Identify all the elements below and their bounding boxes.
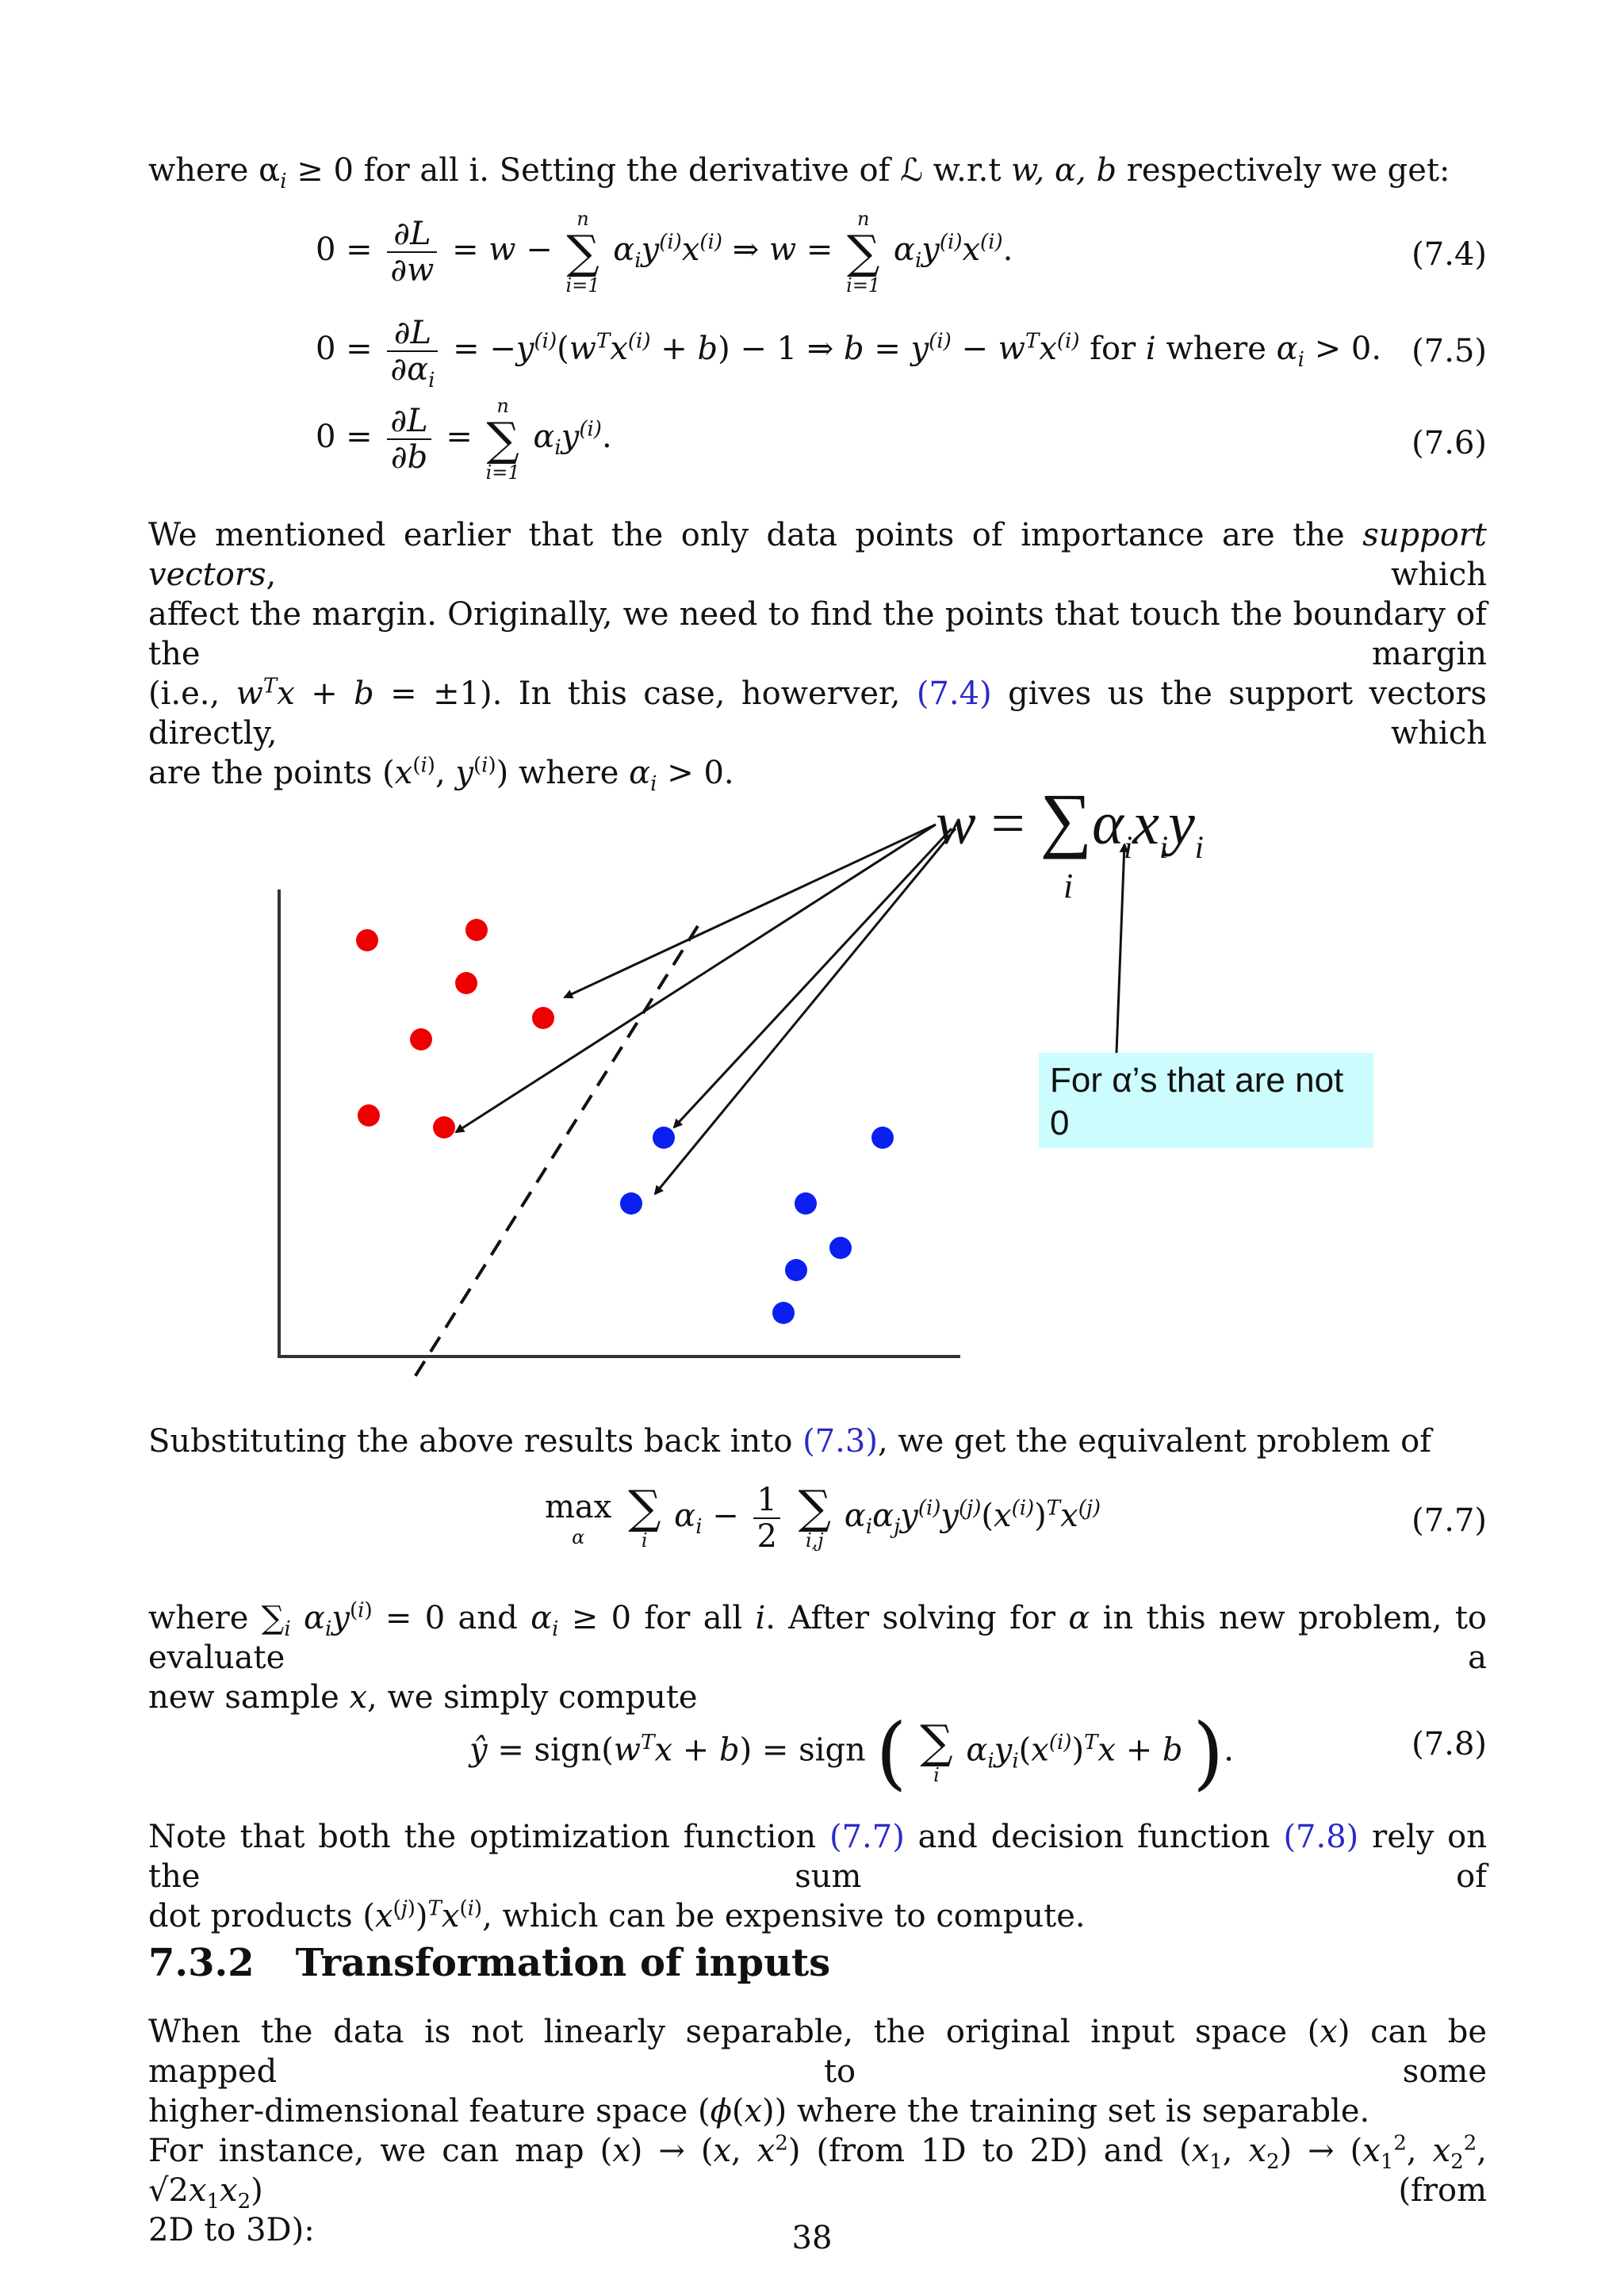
para3-line1: where $\sum_i$ $\alpha_iy^{(i)} = 0$ and $\alpha_i \ge 0$ for all i. After solving for α in this new problem, to evaluate a — [148, 1598, 1488, 1676]
equation-7-5: 0 = $\frac{\partial L}{\partial\alpha_i}$ = $-y^{(i)}(w^Tx^{(i)} + b) - 1$ ⇒ $b = y^{(i)} - w^Tx^{(i)}$ for i where $\alpha_i > 0$. — [316, 315, 1382, 392]
equation-number-7-4: (7.4) — [1411, 236, 1487, 273]
red-point — [433, 1116, 455, 1138]
eq78-sign: sign — [799, 1732, 866, 1769]
eq-7-4-link[interactable]: (7.4) — [916, 675, 992, 712]
callout-box: For α’s that are not 0 — [1039, 1053, 1373, 1148]
para3-line2: new sample x, we simply compute — [148, 1679, 698, 1716]
section-number: 7.3.2 — [148, 1941, 255, 1985]
red-point — [532, 1007, 554, 1029]
blue-point — [795, 1192, 817, 1215]
intro-text-4: respectively we get: — [1116, 152, 1450, 189]
intro-text-3: w.r.t — [922, 152, 1012, 189]
para5-line1: When the data is not linearly separable, the original input space (x) can be mapped to some — [148, 2014, 1487, 2090]
eq75-for: for — [1090, 331, 1136, 367]
support-vectors-emph: support vectors — [148, 517, 1487, 593]
para1-line4: are the points ($x^{(i)}$, $y^{(i)}$) where $\alpha_i > 0$. — [148, 753, 734, 796]
intro-vars: w, α, b — [1011, 152, 1117, 189]
arrows — [456, 825, 1124, 1194]
arrow-to-blue-2 — [655, 828, 956, 1194]
para4-line2: dot products $(x^{(j)})^Tx^{(i)}$, which can be expensive to compute. — [148, 1896, 1086, 1934]
para1-line3: (i.e., $w^Tx + b = \pm 1$). In this case, howerver, (7.4) gives us the support vectors directly, which — [148, 674, 1487, 752]
para4-line1: Note that both the optimization function (7.7) and decision function (7.8) rely on the sum of — [148, 1819, 1487, 1895]
blue-point — [620, 1192, 642, 1215]
red-point — [410, 1028, 432, 1050]
equation-7-6: 0 = $\frac{\partial L}{\partial b}$ = n ∑ i=1 $\alpha_iy^{(i)}$. — [316, 395, 612, 484]
intro-text-2: ≥ 0 for all i. Setting the derivative of — [286, 152, 901, 189]
red-point — [356, 929, 378, 951]
equation-number-7-6: (7.6) — [1411, 425, 1487, 461]
blue-point — [871, 1127, 894, 1149]
paragraph-note — [148, 1817, 1487, 1936]
red-point — [455, 972, 477, 994]
para1-line1: We mentioned earlier that the only data points of importance are the support vectors, which — [148, 517, 1487, 593]
formula-alpha: α — [1092, 790, 1124, 857]
decision-boundary — [413, 926, 698, 1380]
blue-points — [620, 1127, 894, 1324]
equation-number-7-5: (7.5) — [1411, 333, 1487, 369]
eq-7-8-link[interactable]: (7.8) — [1283, 1819, 1359, 1855]
intro-text-1: where α — [148, 152, 281, 189]
blue-point — [772, 1302, 795, 1324]
red-point — [465, 919, 488, 941]
arrow-to-formula — [1116, 844, 1124, 1053]
eq75-where: where — [1166, 331, 1266, 367]
equation-7-7: max α ∑ i $\alpha_i$ − $\frac{1}{2}$ ∑ i,j $\alpha_i\alpha_jy^{(i)}y^{(j)}(x^{(i)})^Tx^{(j)}$ — [545, 1480, 1101, 1555]
red-point — [358, 1104, 380, 1127]
eq-7-3-link[interactable]: (7.3) — [802, 1423, 878, 1460]
paragraph-transformation — [148, 2012, 1487, 2250]
section-title: Transformation of inputs — [295, 1941, 831, 1985]
arrow-to-blue-1 — [674, 828, 952, 1127]
arrow-to-red-1 — [565, 825, 936, 997]
para5-line4: 2D to 3D): — [148, 2212, 315, 2248]
blue-point — [829, 1237, 852, 1259]
para5-line3: For instance, we can map (x) → (x, $x^2$) (from 1D to 2D) and ($x_1$, $x_2) \to (x_1^2$, $x_2^2$, $√2x_1x_2$) (from — [148, 2131, 1488, 2214]
equation-number-7-7: (7.7) — [1411, 1502, 1487, 1539]
para1-line2: affect the margin. Originally, we need to find the points that touch the boundary of the margin — [148, 596, 1487, 672]
arrow-to-red-2 — [456, 825, 936, 1132]
paragraph-where-sum — [148, 1598, 1487, 1717]
section-heading — [148, 1941, 830, 1985]
paragraph-substituting: Substituting the above results back into (7.3), we get the equivalent problem of — [148, 1423, 1431, 1460]
formula-w: w — [936, 790, 976, 857]
equation-7-4: 0 = $\frac{\partial L}{\partial w}$ = w − n ∑ i=1 $\alpha_iy^{(i)}x^{(i)}$ ⇒ w = n ∑ i=1 $\alpha_iy^{(i)}x^{(i)}$. — [316, 208, 1013, 297]
intro-line: where $\alpha_i \ge 0$ for all i. Setting the derivative of ℒ w.r.t w, α, b respectively we get: — [148, 152, 1450, 193]
script-L: ℒ — [900, 152, 923, 189]
page-number: 38 — [791, 2220, 833, 2256]
eq-7-7-link[interactable]: (7.7) — [829, 1819, 905, 1855]
para5-line2: higher-dimensional feature space (ϕ(x)) where the training set is separable. — [148, 2093, 1370, 2130]
w-formula: $w = \sum\alpha_ix_iy_i$ — [936, 779, 1204, 865]
equation-7-8: ŷ = $sign(w^Tx + b)$ = sign ( ∑ i $\alpha_iy_i(x^{(i)})^Tx + b$ ). — [469, 1706, 1234, 1799]
red-points — [356, 919, 554, 1138]
equation-number-7-8: (7.8) — [1411, 1726, 1487, 1762]
blue-point — [653, 1127, 675, 1149]
formula-sigma: ∑ — [1040, 779, 1093, 859]
blue-point — [785, 1259, 807, 1281]
formula-eq: = — [975, 790, 1040, 857]
formula-sum-index: i — [1063, 867, 1074, 905]
